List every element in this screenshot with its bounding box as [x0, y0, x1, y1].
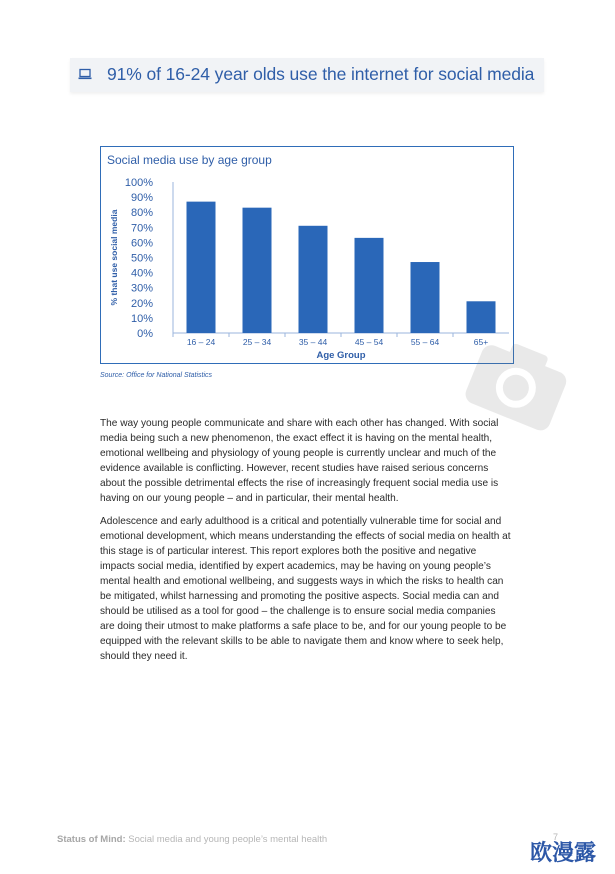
- x-tick-label: 65+: [473, 337, 489, 347]
- chart-title: Social media use by age group: [107, 153, 272, 167]
- headline-title: 91% of 16-24 year olds use the internet for social media: [107, 64, 535, 84]
- bar: [243, 208, 272, 333]
- laptop-icon: [78, 67, 92, 81]
- camera-icon: [460, 335, 575, 435]
- bar-chart: [100, 146, 514, 364]
- y-tick-label: 80%: [130, 207, 153, 220]
- y-tick-label: 60%: [130, 237, 153, 250]
- bar: [355, 238, 384, 333]
- y-tick-label: 100%: [124, 177, 153, 189]
- paragraph-2: Adolescence and early adulthood is a critical and potentially vulnerable time for social and emotional development, which means understanding the effects of social media on health at this stage is of particular interest. This report explores both the positive and negative impacts social media, identified by expert academics, may be having on young people’s mental health and emotional wellbeing, and suggests ways in which the risks to health can be mitigated, whilst harnessing and promoting the positive aspects. Social media can and should be utilised as a tool for good – the challenge is to ensure social media companies are doing their utmost to make platforms a safe place to be, and for our young people to be equipped with the relevant skills to be able to navigate them and know where to seek help, should they need it.: [100, 515, 511, 663]
- y-tick-label: 20%: [130, 297, 153, 310]
- watermark-logo: 欧漫露: [530, 841, 597, 866]
- footer-title-bold: Status of Mind:: [57, 834, 126, 845]
- x-tick-label: 35 – 44: [298, 337, 328, 347]
- y-tick-label: 50%: [130, 252, 153, 265]
- bar: [411, 262, 440, 333]
- x-tick-label: 55 – 64: [410, 337, 440, 347]
- page-number: 7: [553, 832, 559, 842]
- y-tick-label: 40%: [130, 267, 153, 280]
- bar: [299, 226, 328, 333]
- chart-source-note: Source: Office for National Statistics: [100, 372, 213, 379]
- y-tick-label: 70%: [130, 222, 153, 235]
- paragraph-1: The way young people communicate and share with each other has changed. With social media being such a new phenomenon, the exact effect it is having on the mental health, emotional wellbeing and physiology of young people is currently unclear and much of the evidence available is conflicting. However, recent studies have raised serious concerns about the possible detrimental effects the rise of increasingly frequent social media use is having on our young people – and in particular, their mental health.: [100, 418, 499, 505]
- y-tick-label: 10%: [130, 312, 153, 325]
- x-tick-label: 45 – 54: [354, 337, 384, 347]
- y-tick-label: 0%: [137, 328, 153, 340]
- x-tick-label: 25 – 34: [242, 337, 272, 347]
- bar: [467, 301, 496, 333]
- bar: [187, 202, 216, 333]
- footer-title-rest: Social media and young people’s mental health: [125, 834, 328, 845]
- y-tick-label: 90%: [130, 192, 153, 205]
- body-text: [100, 416, 512, 672]
- headline-banner: [70, 58, 544, 92]
- x-axis-label: Age Group: [316, 350, 366, 361]
- chart-plot: [101, 147, 515, 365]
- x-tick-label: 16 – 24: [186, 337, 216, 347]
- y-tick-label: 30%: [130, 282, 153, 295]
- y-axis-label: % that use social media: [109, 209, 119, 306]
- footer-title: [57, 834, 327, 845]
